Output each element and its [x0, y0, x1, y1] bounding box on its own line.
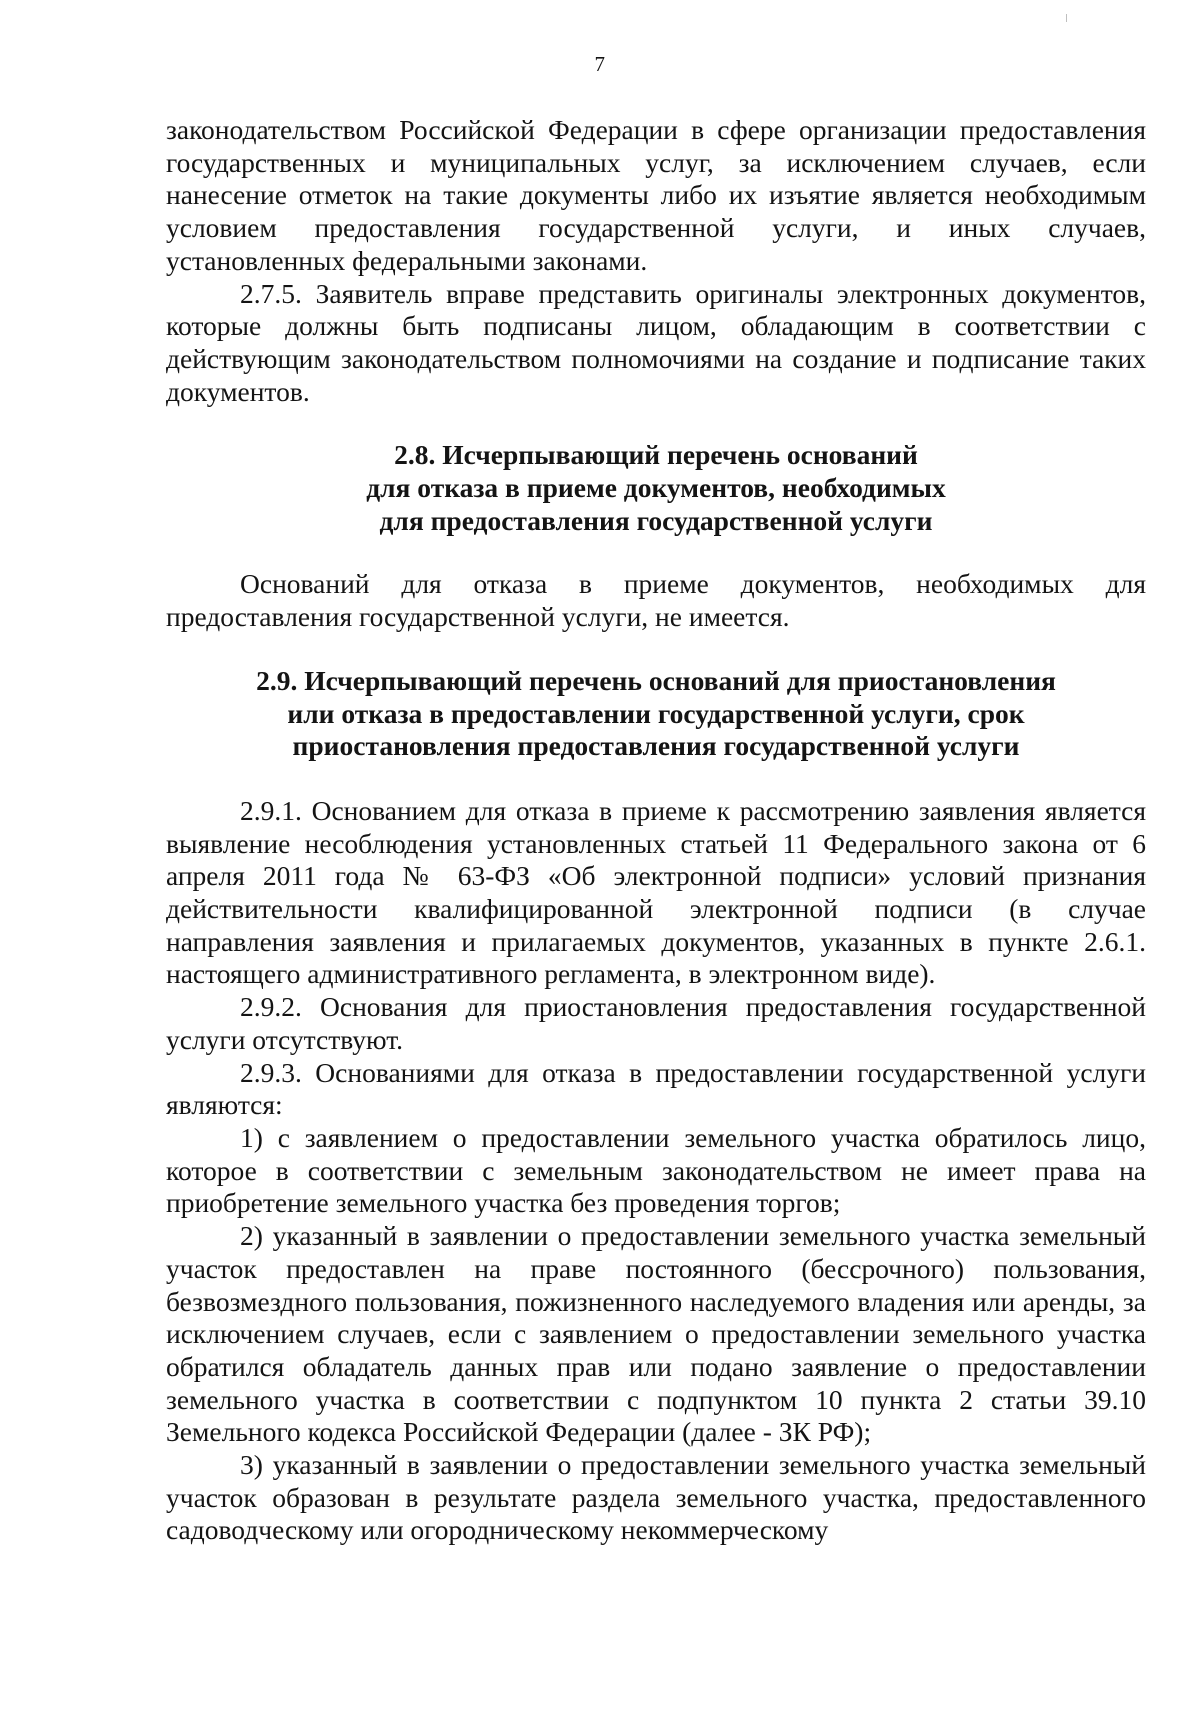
paragraph-2-8-text: Оснований для отказа в приеме документов, необходимых для предоставления государственной услуги, не имеется. — [166, 568, 1146, 633]
list-item-3: 3) указанный в заявлении о предоставлении земельного участка земельный участок образован в результате раздела земельного участка, предоставленного садоводческому или огородническому некоммерческому — [166, 1449, 1146, 1546]
heading-line: 2.8. Исчерпывающий перечень оснований — [394, 439, 918, 471]
paragraph-continuation: законодательством Российской Федерации в сфере организации предоставления государственных и муниципальных услуг, за исключением случаев, если нанесение отметок на такие документы либо их изъятие является необходимым условием предоставления государственной услуги, и иных случаев, установленных федеральными законами. — [166, 114, 1146, 276]
paragraph-2-9-1: 2.9.1. Основанием для отказа в приеме к рассмотрению заявления является выявление несоблюдения установленных статьей 11 Федерального закона от 6 апреля 2011 года № 63-ФЗ «Об электронной подписи» условий признания действительности квалифицированной электронной подписи (в случае направления заявления и прилагаемых документов, указанных в пункте 2.6.1. настоящего административного регламента, в электронном виде). — [166, 794, 1146, 990]
list-item-1: 1) с заявлением о предоставлении земельного участка обратилось лицо, которое в соответствии с земельным законодательством не имеет права на приобретение земельного участка без проведения торгов; — [166, 1121, 1146, 1219]
scan-artifact-mark — [1066, 14, 1067, 22]
section-heading-2-8 — [166, 439, 1146, 537]
paragraph-2-7-5: 2.7.5. Заявитель вправе представить оригиналы электронных документов, которые должны быть подписаны лицом, обладающим в соответствии с действующим законодательством полномочиями на создание и подписание таких документов. — [166, 277, 1146, 407]
section-heading-2-9 — [166, 665, 1146, 763]
heading-line: 2.9. Исчерпывающий перечень оснований для приостановления — [256, 664, 1056, 696]
paragraph-2-9-2: 2.9.2. Основания для приостановления предоставления государственной услуги отсутствуют. — [166, 991, 1146, 1055]
heading-line: или отказа в предоставлении государственной услуги, срок — [287, 697, 1025, 729]
heading-line: для предоставления государственной услуги — [379, 504, 933, 536]
document-body — [166, 114, 1146, 1547]
list-item-2: 2) указанный в заявлении о предоставлении земельного участка земельный участок предоставлен на праве постоянного (бессрочного) пользования, безвозмездного пользования, пожизненного наследуемого владения или аренды, за исключением случаев, если с заявлением о предоставлении земельного участка обратился обладатель данных прав или подано заявление о предоставлении земельного участка в соответствии с подпунктом 10 пункта 2 статьи 39.10 Земельного кодекса Российской Федерации (далее - ЗК РФ); — [166, 1220, 1146, 1448]
paragraph-2-9-3: 2.9.3. Основаниями для отказа в предоставлении государственной услуги являются: — [166, 1056, 1146, 1121]
heading-line: приостановления предоставления государственной услуги — [292, 730, 1020, 762]
page-number: 7 — [594, 52, 606, 76]
heading-line: для отказа в приеме документов, необходимых — [366, 472, 946, 504]
